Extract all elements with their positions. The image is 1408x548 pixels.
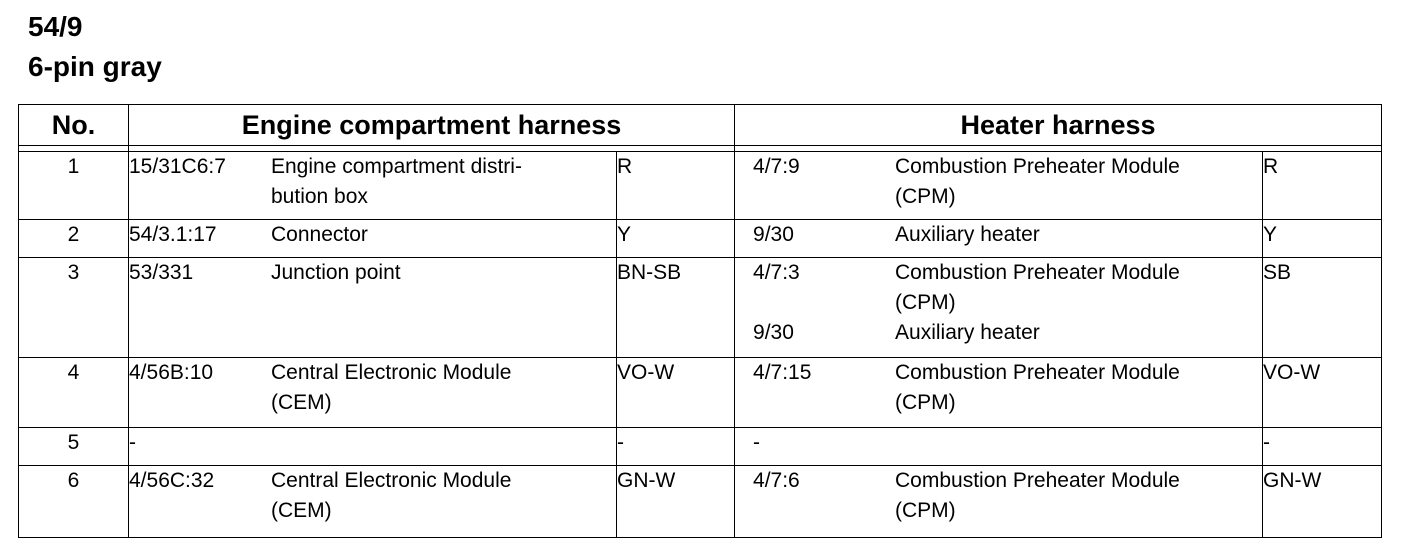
header-heater-harness: Heater harness bbox=[735, 105, 1382, 146]
engine-wire-color: BN-SB bbox=[617, 258, 735, 358]
pin-number: 4 bbox=[19, 358, 129, 428]
header-row bbox=[19, 105, 1382, 146]
engine-component-description bbox=[271, 220, 616, 250]
header-engine-harness: Engine compartment harness bbox=[129, 105, 735, 146]
description-line: bution box bbox=[271, 185, 368, 208]
connector-code: 54/9 bbox=[28, 11, 83, 42]
description-line: Combustion Preheater Module bbox=[895, 261, 1180, 284]
engine-harness-cell bbox=[129, 258, 617, 358]
header-no: No. bbox=[19, 105, 129, 146]
engine-component-code: - bbox=[129, 431, 136, 454]
heater-harness-cell bbox=[735, 220, 1263, 258]
engine-component-code: 4/56C:32 bbox=[129, 469, 215, 492]
table-row bbox=[19, 220, 1382, 258]
heater-component-code: 9/30 bbox=[753, 321, 794, 344]
description-line: (CPM) bbox=[895, 291, 956, 314]
description-line: Auxiliary heater bbox=[895, 321, 1040, 344]
engine-component-code: 15/31C6:7 bbox=[129, 155, 226, 178]
description-line: Auxiliary heater bbox=[895, 223, 1040, 246]
pinout-table bbox=[18, 104, 1382, 538]
description-line: Engine compartment distri- bbox=[271, 155, 522, 178]
engine-component-description bbox=[271, 466, 616, 526]
heater-harness-cell bbox=[735, 152, 1263, 220]
table-row bbox=[19, 258, 1382, 358]
heater-component-description bbox=[895, 152, 1262, 212]
engine-wire-color: VO-W bbox=[617, 358, 735, 428]
engine-wire-color: R bbox=[617, 152, 735, 220]
connector-description: 6-pin gray bbox=[28, 51, 162, 82]
engine-component-description bbox=[271, 152, 616, 212]
heater-component-code: 4/7:6 bbox=[753, 469, 800, 492]
description-line: (CEM) bbox=[271, 391, 332, 414]
pin-number: 6 bbox=[19, 466, 129, 538]
pin-number: 3 bbox=[19, 258, 129, 358]
engine-harness-cell bbox=[129, 220, 617, 258]
engine-component-code: 4/56B:10 bbox=[129, 361, 214, 384]
heater-component-description bbox=[895, 220, 1262, 250]
description-line: Central Electronic Module bbox=[271, 469, 512, 492]
table-row bbox=[19, 466, 1382, 538]
heater-component-description bbox=[895, 318, 1262, 348]
heater-component-description bbox=[895, 466, 1262, 526]
heater-wire-color: - bbox=[1263, 428, 1382, 466]
description-line: Combustion Preheater Module bbox=[895, 155, 1180, 178]
description-line: Connector bbox=[271, 223, 368, 246]
heater-component-code: 4/7:9 bbox=[753, 155, 800, 178]
description-line: (CEM) bbox=[271, 499, 332, 522]
pin-number: 5 bbox=[19, 428, 129, 466]
description-line: Combustion Preheater Module bbox=[895, 361, 1180, 384]
engine-component-code: 54/3.1:17 bbox=[129, 223, 217, 246]
engine-wire-color: GN-W bbox=[617, 466, 735, 538]
heater-wire-color: GN-W bbox=[1263, 466, 1382, 538]
engine-harness-cell bbox=[129, 428, 617, 466]
heater-wire-color: Y bbox=[1263, 220, 1382, 258]
description-line: (CPM) bbox=[895, 185, 956, 208]
heater-component-code: - bbox=[753, 431, 761, 454]
heater-wire-color: VO-W bbox=[1263, 358, 1382, 428]
pin-number: 2 bbox=[19, 220, 129, 258]
engine-wire-color: - bbox=[617, 428, 735, 466]
engine-wire-color: Y bbox=[617, 220, 735, 258]
engine-component-code: 53/331 bbox=[129, 261, 194, 284]
description-line: (CPM) bbox=[895, 391, 956, 414]
description-line: (CPM) bbox=[895, 499, 956, 522]
engine-component-description bbox=[271, 358, 616, 418]
description-line: Central Electronic Module bbox=[271, 361, 512, 384]
heater-component-description bbox=[895, 258, 1262, 318]
table-row bbox=[19, 358, 1382, 428]
engine-component-description bbox=[271, 258, 616, 288]
pin-number: 1 bbox=[19, 152, 129, 220]
heater-wire-color: SB bbox=[1263, 258, 1382, 358]
engine-harness-cell bbox=[129, 152, 617, 220]
engine-harness-cell bbox=[129, 466, 617, 538]
heater-component-description bbox=[895, 428, 1262, 458]
heater-harness-cell bbox=[735, 358, 1263, 428]
heater-harness-cell bbox=[735, 428, 1263, 466]
heater-component-code: 4/7:3 bbox=[753, 261, 800, 284]
heater-harness-cell bbox=[735, 466, 1263, 538]
table-row bbox=[19, 428, 1382, 466]
heater-harness-cell bbox=[735, 258, 1263, 358]
description-line: Combustion Preheater Module bbox=[895, 469, 1180, 492]
description-line: Junction point bbox=[271, 261, 401, 284]
heater-component-description bbox=[895, 358, 1262, 418]
heater-component-code: 9/30 bbox=[753, 223, 794, 246]
heater-component-code: 4/7:15 bbox=[753, 361, 812, 384]
engine-component-description bbox=[271, 428, 616, 458]
table-row bbox=[19, 152, 1382, 220]
heater-wire-color: R bbox=[1263, 152, 1382, 220]
engine-harness-cell bbox=[129, 358, 617, 428]
